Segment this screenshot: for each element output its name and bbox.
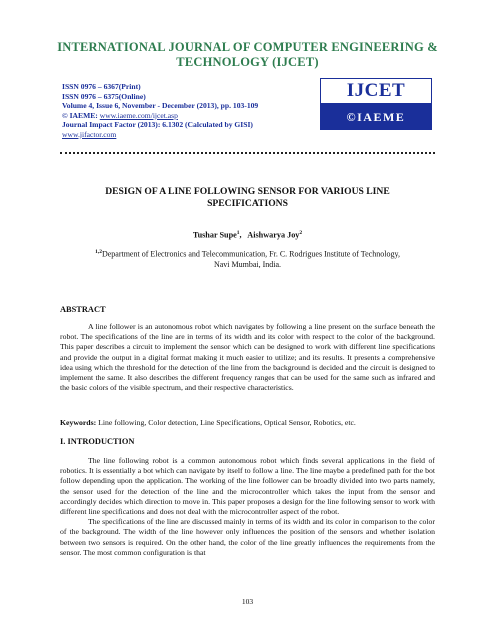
jifactor-line — [62, 130, 258, 140]
intro-paragraph-2: The specifications of the line are discussed mainly in terms of its width and its color in comparison to the color of the background. The width of the line however only influences the position of the sensors and whether isolation between two sensors is required. On the other hand, the color of the line greatly influences the requirements from the sensor. The most common configuration is that — [60, 517, 435, 557]
affiliation-line1: Department of Electronics and Telecommunication, Fr. C. Rodrigues Institute of Technology, — [101, 249, 400, 259]
iaeme-line — [62, 111, 258, 121]
logo-ijcet-text: IJCET — [320, 78, 432, 104]
paper-title-line2: SPECIFICATIONS — [207, 197, 288, 209]
impact-factor: Journal Impact Factor (2013): 6.1302 (Calculated by GISI) — [62, 120, 253, 130]
author-1-sup: 1 — [236, 230, 240, 236]
iaeme-link[interactable]: www.iaeme.com/ijcet.asp — [99, 110, 178, 120]
author-separator: , — [239, 230, 248, 240]
author-2: Aishwarya Joy — [247, 230, 300, 240]
intro-heading: I. INTRODUCTION — [60, 437, 135, 446]
page-number: 103 — [241, 597, 254, 606]
ijcet-logo — [320, 78, 432, 130]
affiliation-line2: Navi Mumbai, India. — [213, 259, 282, 269]
journal-title — [40, 40, 455, 70]
keywords-text: Line following, Color detection, Line Specifications, Optical Sensor, Robotics, etc. — [96, 418, 356, 427]
journal-title-line1: INTERNATIONAL JOURNAL OF COMPUTER ENGINEERING & — [57, 40, 438, 54]
logo-iaeme-text: ©IAEME — [320, 104, 432, 130]
keywords-label: Keywords: — [60, 418, 97, 427]
paper-title-line1: DESIGN OF A LINE FOLLOWING SENSOR FOR VARIOUS LINE — [105, 186, 390, 197]
dotted-divider — [60, 152, 435, 154]
journal-title-line2: TECHNOLOGY (IJCET) — [176, 55, 319, 69]
affiliation — [60, 247, 435, 270]
journal-meta — [62, 82, 258, 140]
keywords — [60, 418, 435, 428]
intro-body — [60, 456, 435, 558]
volume-info: Volume 4, Issue 6, November - December (2013), pp. 103-109 — [62, 101, 259, 111]
jifactor-link[interactable]: www.jifactor.com — [62, 129, 117, 139]
issn-print: ISSN 0976 – 6367(Print) — [62, 82, 141, 91]
abstract-heading: ABSTRACT — [60, 305, 106, 314]
paper-title — [70, 186, 425, 209]
affiliation-sup: 1,2 — [95, 249, 102, 255]
abstract-text: A line follower is an autonomous robot which navigates by following a line present on the surface beneath the robot. The specifications of the line are in terms of its width and its color with respect to the color of the background. This paper describes a circuit to implement the sensor which can be designed to work with different line specifications and provide the output in a digital format making it much easier to utilize; and its results. It presents a comprehensive idea using which the threshold for the detection of the line from the background is decided and the circuit is designed to implement the same. It also describes the different frequency ranges that can be used for the same such as infrared and the basic colors of the visible spectrum, and their respective characteristics. — [60, 322, 435, 393]
intro-paragraph-1: The line following robot is a common autonomous robot which finds several applications in the field of robotics. It is essentially a bot which can navigate by itself to follow a line. The line maybe a predefined path for the bot follow depending upon the application. The working of the line follower can be broadly divided into two parts namely, the sensor used for the detection of the line and the microcontroller which takes the input from the sensor and accordingly decides which direction to move in. This paper proposes a design for the line following sensor to work with different line specifications and does not deal with the microcontroller aspect of the robot. — [60, 456, 435, 517]
author-2-sup: 2 — [299, 230, 303, 236]
iaeme-label: © IAEME: — [62, 110, 100, 120]
author-1: Tushar Supe — [192, 230, 237, 240]
authors — [60, 230, 435, 240]
issn-online: ISSN 0976 – 6375(Online) — [62, 91, 146, 101]
